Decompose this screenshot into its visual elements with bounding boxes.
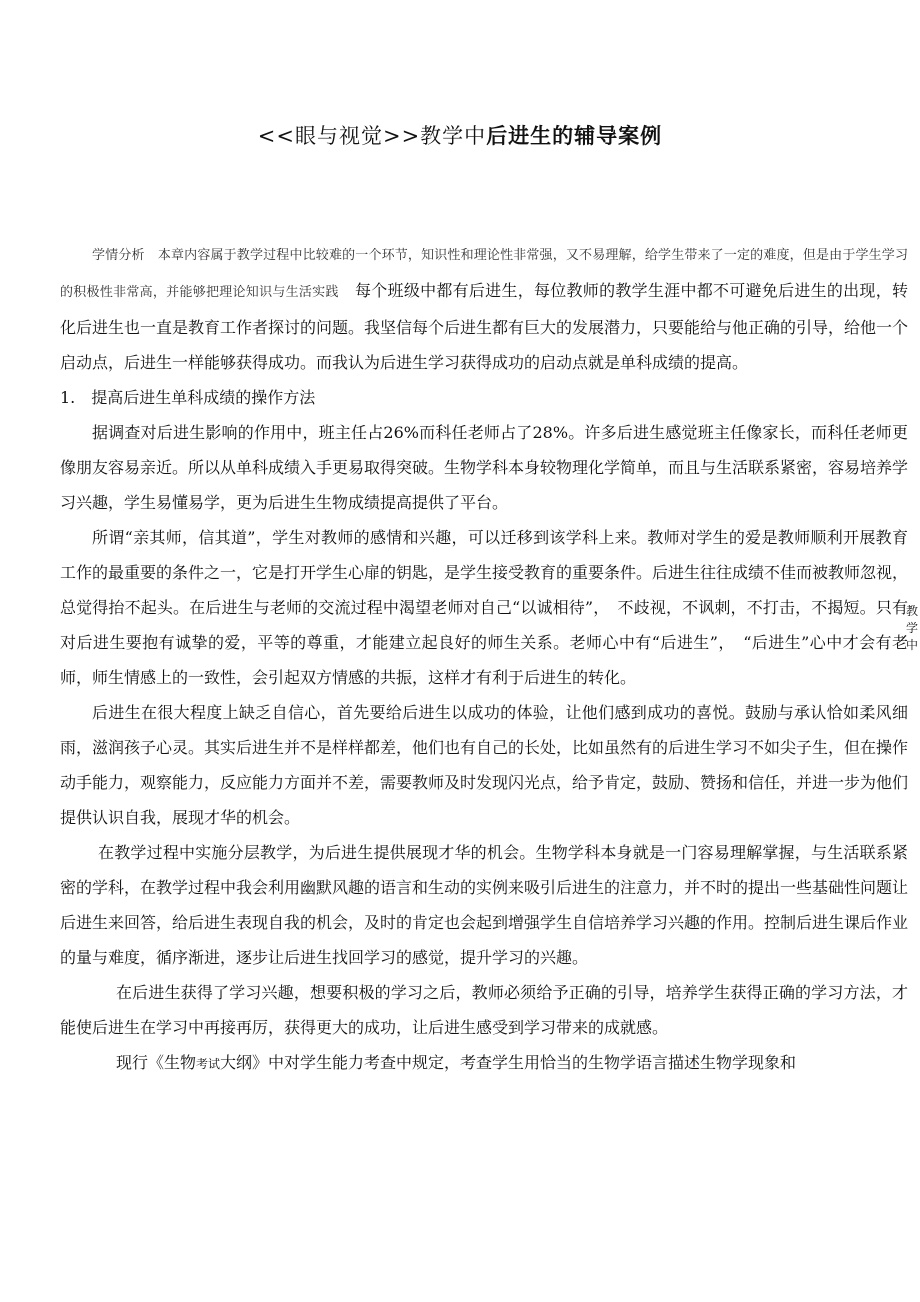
paragraph-6-part2: 大纲》中对学生能力考查中规定，考查学生用恰当的生物学语言描述生物学现象和: [220, 1053, 797, 1072]
paragraph-6: [60, 1045, 908, 1082]
title-prefix: <<眼与视觉>>教学中: [257, 124, 487, 148]
document-body: [60, 236, 908, 1082]
document-title: [0, 118, 920, 154]
intro-small-text: 本章内容属于教学过程中比较难的一个环节，知识性和理论性非常强，又不易理解，给学生带来了一定的难度，但是由于学生学习的积极性非常高，并能够把理论知识与生活实践: [60, 248, 908, 300]
section-heading-1: 1. 提高后进生单科成绩的操作方法: [60, 388, 316, 407]
paragraph-5: 在后进生获得了学习兴趣，想要积极的学习之后，教师必须给予正确的引导，培养学生获得正确的学习方法，才能使后进生在学习中再接再厉，获得更大的成功，让后进生感受到学习带来的成就感。: [60, 983, 908, 1037]
paragraph-2: 所谓“亲其师，信其道”，学生对教师的感情和兴趣，可以迁移到该学科上来。教师对学生的爱是教师顺利开展教育工作的最重要的条件之一，它是打开学生心扉的钥匙，是学生接受教育的重要条件。后进生往往成绩不佳而被教师忽视，总觉得抬不起头。在后进生与老师的交流过程中渴望老师对自己“以诚相待”， 不歧视，不讽刺，不打击，不揭短。只有对后进生要抱有诚挚的爱，平等的尊重，才能建立起良好的师生关系。老师心中有“后进生”， “后进生”心中才会有老师，师生情感上的一致性，会引起双方情感的共振，这样才有利于后进生的转化。: [60, 528, 909, 687]
margin-note-char-2: 学: [905, 621, 918, 635]
margin-note-char-1: 教: [905, 604, 918, 618]
paragraph-3: 后进生在很大程度上缺乏自信心，首先要给后进生以成功的体验，让他们感到成功的喜悦。鼓励与承认恰如柔风细雨，滋润孩子心灵。其实后进生并不是样样都差，他们也有自己的长处，比如虽然有的后进生学习不如尖子生，但在操作动手能力，观察能力，反应能力方面并不差，需要教师及时发现闪光点，给予肯定，鼓励、赞扬和信任，并进一步为他们提供认识自我，展现才华的机会。: [60, 703, 909, 827]
paragraph-6-part1: 现行《生物: [116, 1053, 197, 1072]
intro-paragraph: [60, 236, 908, 380]
margin-note-char-3: 中: [905, 638, 918, 652]
paragraph-4: 在教学过程中实施分层教学，为后进生提供展现才华的机会。生物学科本身就是一门容易理解掌握，与生活联系紧密的学科，在教学过程中我会利用幽默风趣的语言和生动的实例来吸引后进生的注意力，并不时的提出一些基础性问题让后进生来回答，给后进生表现自我的机会，及时的肯定也会起到增强学生自信培养学习兴趣的作用。控制后进生课后作业的量与难度，循序渐进，逐步让后进生找回学习的感觉，提升学习的兴趣。: [60, 843, 909, 967]
paragraph-6-small: 考试: [196, 1057, 221, 1071]
intro-main-text: 每个班级中都有后进生，每位教师的教学生涯中都不可避免后进生的出现，转化后进生也一直是教育工作者探讨的问题。我坚信每个后进生都有巨大的发展潜力，只要能给与他正确的引导，给他一个启动点，后进生一样能够获得成功。而我认为后进生学习获得成功的启动点就是单科成绩的提高。: [60, 281, 909, 372]
margin-note: [905, 603, 919, 654]
title-main: 后进生的辅导案例: [486, 124, 663, 148]
intro-label: 学情分析: [92, 248, 145, 263]
paragraph-1: 据调查对后进生影响的作用中，班主任占26%而科任老师占了28%。许多后进生感觉班主任像家长，而科任老师更像朋友容易亲近。所以从单科成绩入手更易取得突破。生物学科本身较物理化学简单，而且与生活联系紧密，容易培养学习兴趣，学生易懂易学，更为后进生生物成绩提高提供了平台。: [60, 423, 909, 512]
